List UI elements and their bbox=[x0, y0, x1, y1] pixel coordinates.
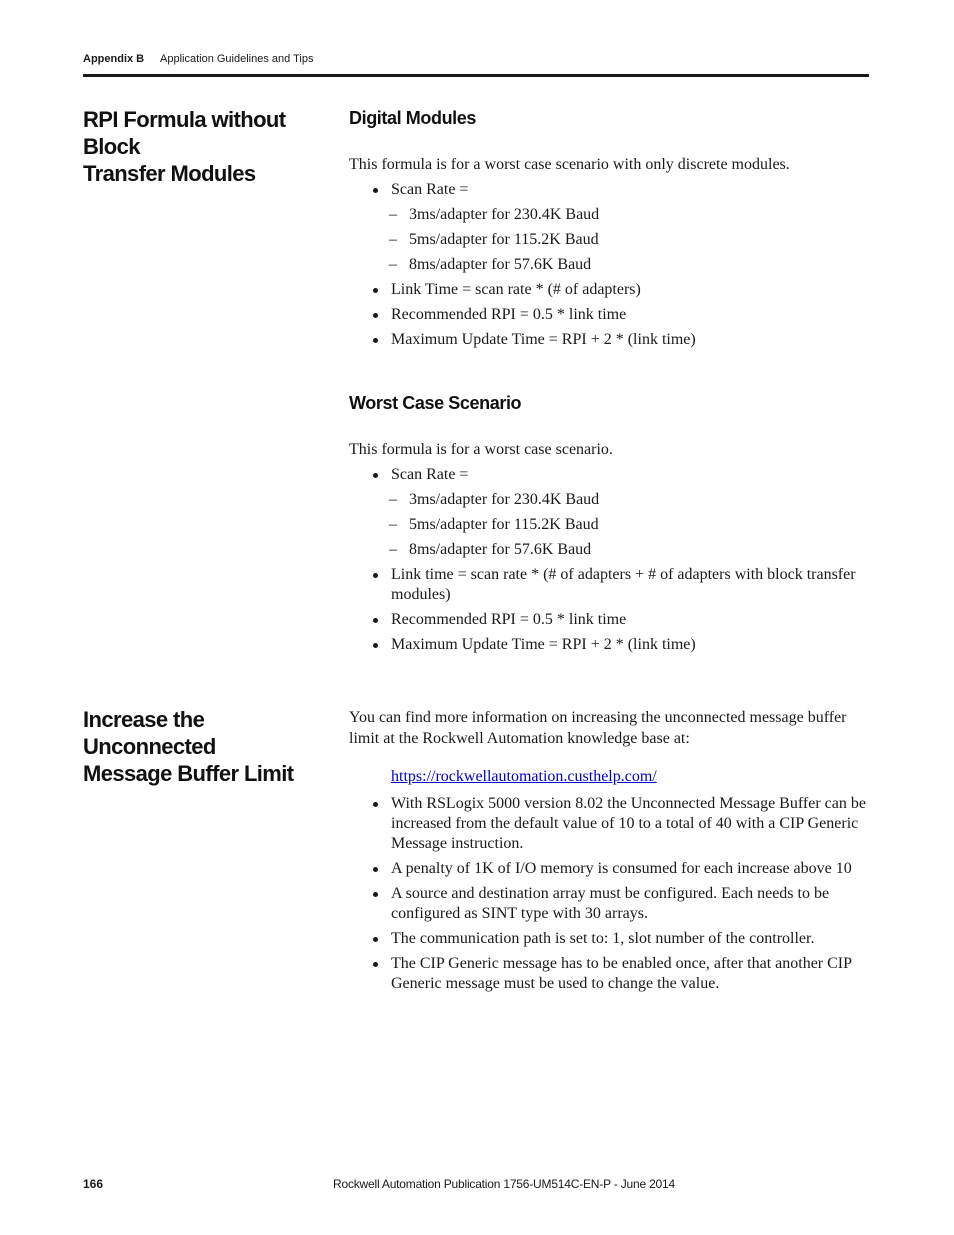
list-item: – 5ms/adapter for 115.2K Baud bbox=[389, 230, 869, 250]
page-number: 166 bbox=[83, 1177, 104, 1191]
list-item: – 5ms/adapter for 115.2K Baud bbox=[389, 515, 869, 535]
digital-intro: This formula is for a worst case scenario with only discrete modules. bbox=[349, 156, 790, 173]
scan-rate-sublist bbox=[391, 205, 869, 275]
worst-case-bullet-list bbox=[349, 465, 869, 660]
scan-rate-label: Scan Rate = bbox=[391, 466, 469, 483]
buffer-intro: You can find more information on increasing the unconnected message buffer limit at the Rockwell Automation knowledge base at: bbox=[349, 709, 847, 747]
list-item bbox=[349, 465, 869, 560]
list-item: Maximum Update Time = RPI + 2 * (link time) bbox=[349, 635, 869, 655]
list-item: Recommended RPI = 0.5 * link time bbox=[349, 305, 869, 325]
list-item: A source and destination array must be configured. Each needs to be configured as SINT type with 30 arrays. bbox=[349, 884, 869, 924]
rpi-heading-line2: Transfer Modules bbox=[83, 161, 256, 186]
rpi-section-heading bbox=[83, 106, 333, 187]
publication-info: Rockwell Automation Publication 1756-UM514C-EN-P - June 2014 bbox=[333, 1177, 675, 1191]
header-rule bbox=[83, 74, 869, 77]
list-item: – 8ms/adapter for 57.6K Baud bbox=[389, 540, 869, 560]
buffer-section-heading bbox=[83, 706, 333, 787]
list-item: – 8ms/adapter for 57.6K Baud bbox=[389, 255, 869, 275]
running-header bbox=[83, 53, 314, 65]
buffer-heading-line2: Message Buffer Limit bbox=[83, 761, 294, 786]
list-item: – 3ms/adapter for 230.4K Baud bbox=[389, 490, 869, 510]
list-item: Link time = scan rate * (# of adapters + # of adapters with block transfer modules) bbox=[349, 565, 869, 605]
digital-bullet-list bbox=[349, 180, 869, 355]
buffer-bullet-list bbox=[349, 794, 869, 999]
list-item: The CIP Generic message has to be enabled once, after that another CIP Generic message must be used to change the value. bbox=[349, 954, 869, 994]
scan-rate-sublist bbox=[391, 490, 869, 560]
knowledge-base-link[interactable]: https://rockwellautomation.custhelp.com/ bbox=[391, 768, 657, 785]
buffer-heading-line1: Increase the Unconnected bbox=[83, 707, 216, 759]
worst-case-intro: This formula is for a worst case scenario. bbox=[349, 441, 613, 458]
list-item: Recommended RPI = 0.5 * link time bbox=[349, 610, 869, 630]
list-item: Maximum Update Time = RPI + 2 * (link time) bbox=[349, 330, 869, 350]
scan-rate-label: Scan Rate = bbox=[391, 181, 469, 198]
list-item bbox=[349, 180, 869, 275]
list-item: – 3ms/adapter for 230.4K Baud bbox=[389, 205, 869, 225]
list-item: A penalty of 1K of I/O memory is consumed for each increase above 10 bbox=[349, 859, 869, 879]
worst-case-title: Worst Case Scenario bbox=[349, 393, 522, 413]
header-appendix: Appendix B bbox=[83, 53, 145, 65]
digital-modules-title: Digital Modules bbox=[349, 108, 477, 128]
header-section-title: Application Guidelines and Tips bbox=[160, 53, 314, 65]
list-item: Link Time = scan rate * (# of adapters) bbox=[349, 280, 869, 300]
list-item: The communication path is set to: 1, slot number of the controller. bbox=[349, 929, 869, 949]
rpi-heading-line1: RPI Formula without Block bbox=[83, 107, 286, 159]
list-item: With RSLogix 5000 version 8.02 the Unconnected Message Buffer can be increased from the default value of 10 to a total of 40 with a CIP Generic Message instruction. bbox=[349, 794, 869, 854]
